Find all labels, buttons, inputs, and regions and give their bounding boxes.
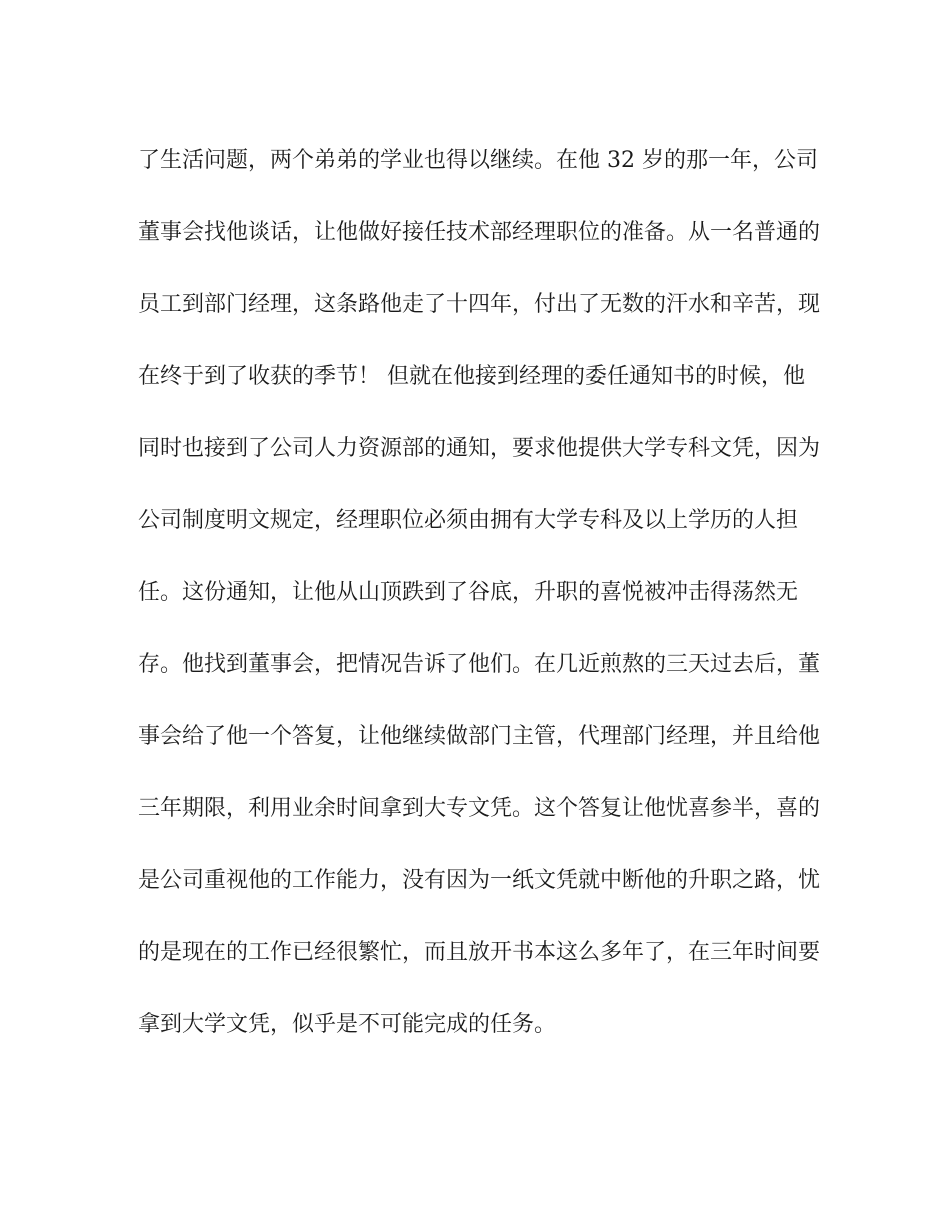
text-line: 是公司重视他的工作能力，没有因为一纸文凭就中断他的升职之路，忧 xyxy=(138,868,821,893)
text-line: 公司制度明文规定，经理职位必须由拥有大学专科及以上学历的人担 xyxy=(138,508,799,533)
text-line: 拿到大学文凭，似乎是不可能完成的任务。 xyxy=(138,1012,557,1037)
text-line: 在终于到了收获的季节！ 但就在他接到经理的委任通知书的时候，他 xyxy=(138,364,805,389)
text-line: 三年期限，利用业余时间拿到大专文凭。这个答复让他忧喜参半，喜的 xyxy=(138,796,821,821)
text-line: 同时也接到了公司人力资源部的通知，要求他提供大学专科文凭，因为 xyxy=(138,436,821,461)
text-line: 存。他找到董事会，把情况告诉了他们。在几近煎熬的三天过去后，董 xyxy=(138,652,821,677)
text-line: 任。这份通知，让他从山顶跌到了谷底，升职的喜悦被冲击得荡然无 xyxy=(138,580,799,605)
text-line: 员工到部门经理，这条路他走了十四年，付出了无数的汗水和辛苦，现 xyxy=(138,292,821,317)
body-text xyxy=(138,138,821,1074)
text-line: 了生活问题，两个弟弟的学业也得以继续。在他 32 岁的那一年，公司 xyxy=(138,148,818,173)
text-line: 的是现在的工作已经很繁忙，而且放开书本这么多年了，在三年时间要 xyxy=(138,940,821,965)
text-line: 事会给了他一个答复，让他继续做部门主管，代理部门经理，并且给他 xyxy=(138,724,821,749)
text-line: 董事会找他谈话，让他做好接任技术部经理职位的准备。从一名普通的 xyxy=(138,220,821,245)
